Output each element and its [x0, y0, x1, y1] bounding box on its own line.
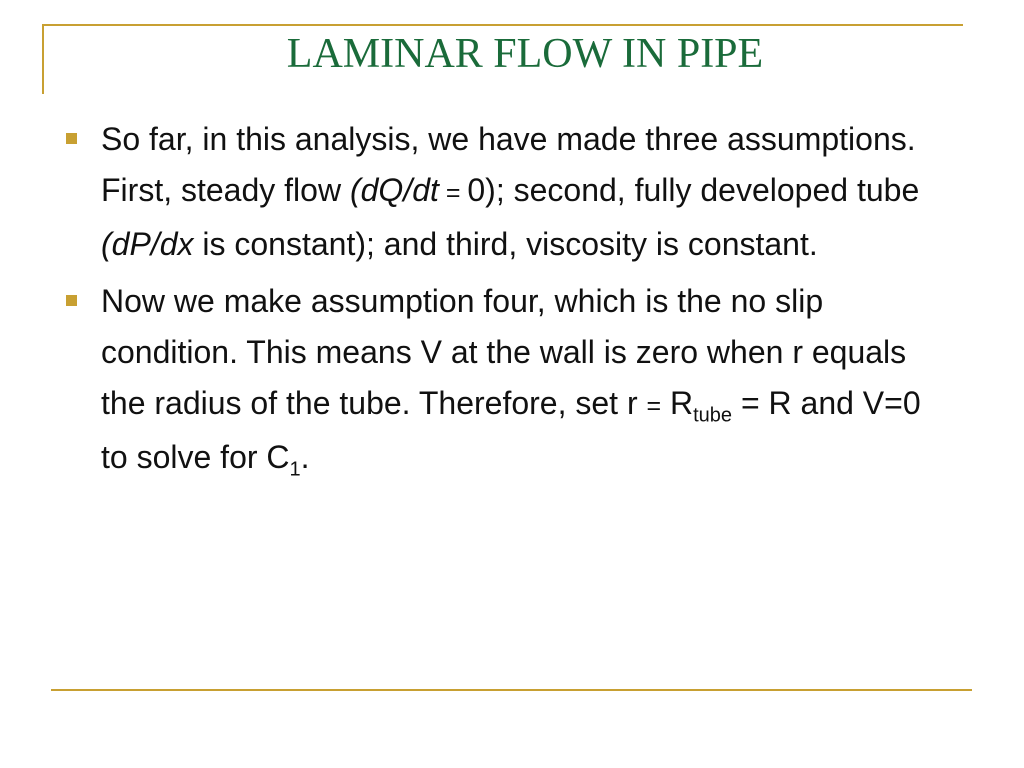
slide-title: LAMINAR FLOW IN PIPE — [286, 31, 764, 77]
bullet-list — [66, 114, 946, 489]
equation-dq-dt: (dQ/dt — [349, 172, 439, 208]
bullet-text: 0); second, fully developed tube — [467, 172, 920, 208]
equation-dp-dx: (dP/dx — [101, 226, 194, 262]
bullet-text: Now we make assumption four, which is the no slip condition. This means V at the wall is zero when r equals the radius of the tube. Therefore, set r — [101, 283, 907, 421]
bullet-text: R — [661, 385, 694, 421]
subscript-one: 1 — [289, 458, 301, 481]
subscript-tube: tube — [693, 404, 733, 427]
equals-sign: = — [438, 179, 468, 207]
bullet-item-no-slip — [66, 276, 946, 483]
bullet-text: . — [300, 439, 310, 475]
bottom-rule — [51, 689, 972, 691]
equals-sign: = — [646, 392, 662, 420]
square-bullet-icon — [66, 133, 77, 144]
bullet-text: is constant); and third, viscosity is constant. — [193, 226, 818, 262]
square-bullet-icon — [66, 295, 77, 306]
bullet-item-assumptions — [66, 114, 946, 270]
bullet-text: So far, in this analysis, we have made three assumptions. First, steady flow — [101, 121, 916, 208]
bullet-text: = R and V=0 to solve for C — [101, 385, 921, 475]
